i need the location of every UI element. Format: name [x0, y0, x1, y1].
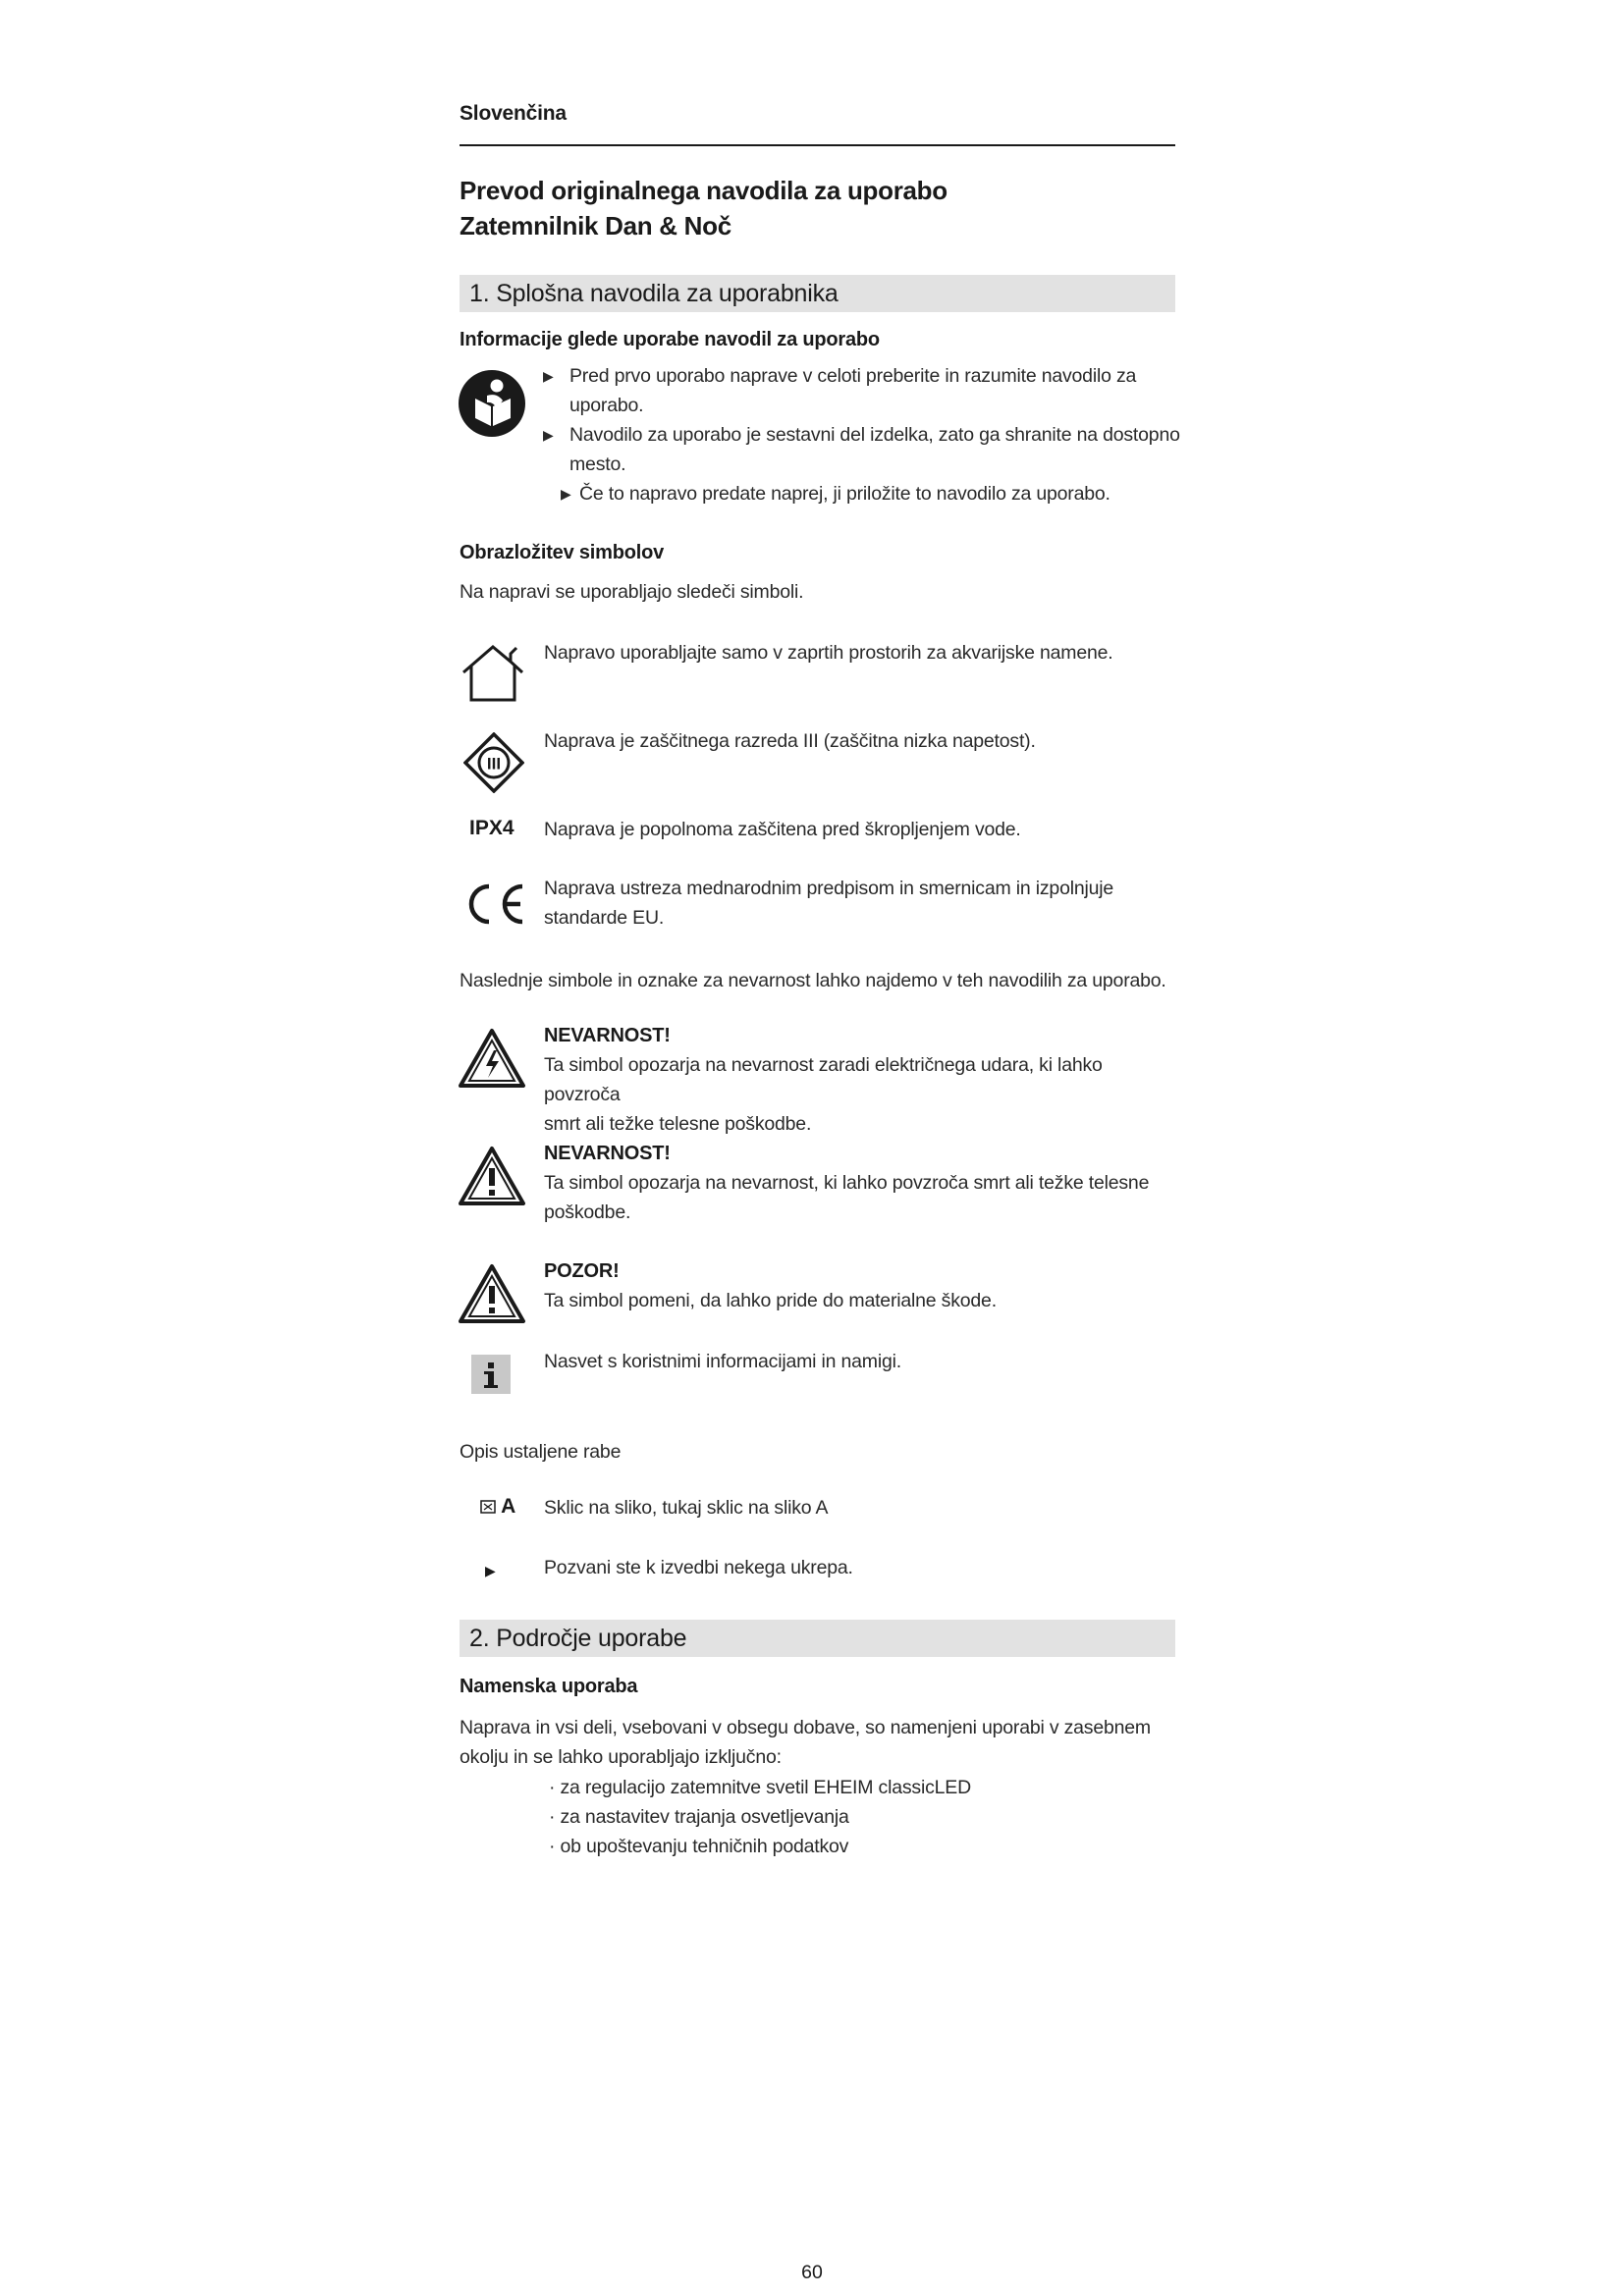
language-label: Slovenčina — [460, 102, 567, 125]
bullet-text: Če to napravo predate naprej, ji priložite to navodilo za uporabo. — [579, 483, 1110, 505]
danger-hazard-line1: Ta simbol opozarja na nevarnost, ki lahko povzroča smrt ali težke telesne — [544, 1172, 1150, 1194]
ce-symbol-text — [544, 874, 1182, 933]
info-tip-icon — [471, 1355, 511, 1394]
indoor-house-icon — [460, 643, 526, 704]
electric-hazard-title: NEVARNOST! — [544, 1025, 671, 1046]
info-bullet-list — [543, 361, 1181, 508]
page-number: 60 — [801, 2262, 823, 2283]
section-2-bar — [460, 1620, 1175, 1657]
symbols-intro: Na napravi se uporabljajo sledeči simboli. — [460, 581, 804, 603]
svg-text:III: III — [486, 754, 502, 774]
electric-hazard-line2: smrt ali težke telesne poškodbe. — [544, 1113, 812, 1135]
list-item: · za regulacijo zatemnitve svetil EHEIM classicLED — [549, 1777, 971, 1798]
figure-ref-label: A — [501, 1495, 516, 1518]
ipx4-symbol-text: Naprava je popolnoma zaščitena pred škropljenjem vode. — [544, 819, 1021, 840]
figure-ref-marker — [480, 1495, 515, 1519]
action-text: Pozvani ste k izvedbi nekega ukrepa. — [544, 1557, 853, 1578]
ce-text-line2: standarde EU. — [544, 907, 665, 929]
ce-text-line1: Naprava ustreza mednarodnim predpisom in smernicam in izpolnjuje — [544, 878, 1114, 899]
caution-warning-icon — [458, 1262, 526, 1325]
electric-hazard-line1: Ta simbol opozarja na nevarnost zaradi električnega udara, ki lahko povzroča — [544, 1054, 1103, 1105]
intended-use-heading: Namenska uporaba — [460, 1676, 638, 1697]
symbols-heading: Obrazložitev simbolov — [460, 542, 665, 563]
class3-symbol-text: Naprava je zaščitnega razreda III (zaščitna nizka napetost). — [544, 730, 1036, 752]
hazard-intro: Naslednje simbole in oznake za nevarnost lahko najdemo v teh navodilih za uporabo. — [460, 970, 1166, 991]
ce-mark-icon — [463, 881, 528, 927]
header-divider — [460, 144, 1175, 146]
section-1-bar — [460, 275, 1175, 312]
intended-use-line2: okolju in se lahko uporabljajo izključno: — [460, 1746, 782, 1768]
indoor-symbol-text: Napravo uporabljajte samo v zaprtih prostorih za akvarijske namene. — [544, 642, 1113, 664]
action-arrow-icon: ▶ — [485, 1563, 496, 1578]
list-item — [543, 420, 1181, 479]
intended-use-paragraph — [460, 1713, 1186, 1772]
danger-warning-icon — [458, 1145, 526, 1207]
info-heading: Informacije glede uporabe navodil za uporabo — [460, 329, 880, 350]
section-2-heading: 2. Področje uporabe — [469, 1625, 687, 1652]
document-title — [460, 173, 947, 243]
list-item — [561, 479, 1181, 508]
caution-block — [544, 1256, 1182, 1315]
bullet-text: Pred prvo uporabo naprave v celoti preberite in razumite navodilo za uporabo. — [569, 365, 1137, 416]
protection-class-3-icon — [463, 732, 524, 793]
other-heading: Opis ustaljene rabe — [460, 1441, 622, 1463]
tip-text: Nasvet s koristnimi informacijami in namigi. — [544, 1351, 901, 1372]
list-item: · ob upoštevanju tehničnih podatkov — [549, 1836, 849, 1857]
list-item — [543, 361, 1181, 420]
electric-hazard-block — [544, 1021, 1182, 1139]
list-item: · za nastavitev trajanja osvetljevanja — [549, 1806, 849, 1828]
figure-ref-icon — [480, 1500, 496, 1514]
figure-ref-text: Sklic na sliko, tukaj sklic na sliko A — [544, 1497, 829, 1519]
bullet-arrow-icon: ▶ — [543, 368, 554, 384]
ipx4-label: IPX4 — [469, 817, 514, 839]
bullet-text: Navodilo za uporabo je sestavni del izdelka, zato ga shranite na dostopno mesto. — [569, 424, 1180, 475]
bullet-arrow-icon: ▶ — [561, 486, 571, 502]
caution-text: Ta simbol pomeni, da lahko pride do materialne škode. — [544, 1290, 997, 1311]
intended-use-line1: Naprava in vsi deli, vsebovani v obsegu dobave, so namenjeni uporabi v zasebnem — [460, 1717, 1151, 1738]
danger-hazard-title: NEVARNOST! — [544, 1143, 671, 1164]
read-manual-icon — [458, 369, 526, 438]
electric-hazard-icon — [458, 1027, 526, 1090]
section-1-heading: 1. Splošna navodila za uporabnika — [469, 280, 839, 307]
document-title-line1: Prevod originalnega navodila za uporabo — [460, 176, 947, 205]
danger-hazard-line2: poškodbe. — [544, 1201, 631, 1223]
danger-hazard-block — [544, 1139, 1182, 1227]
bullet-arrow-icon: ▶ — [543, 427, 554, 443]
document-title-line2: Zatemnilnik Dan & Noč — [460, 211, 731, 240]
caution-title: POZOR! — [544, 1260, 620, 1282]
